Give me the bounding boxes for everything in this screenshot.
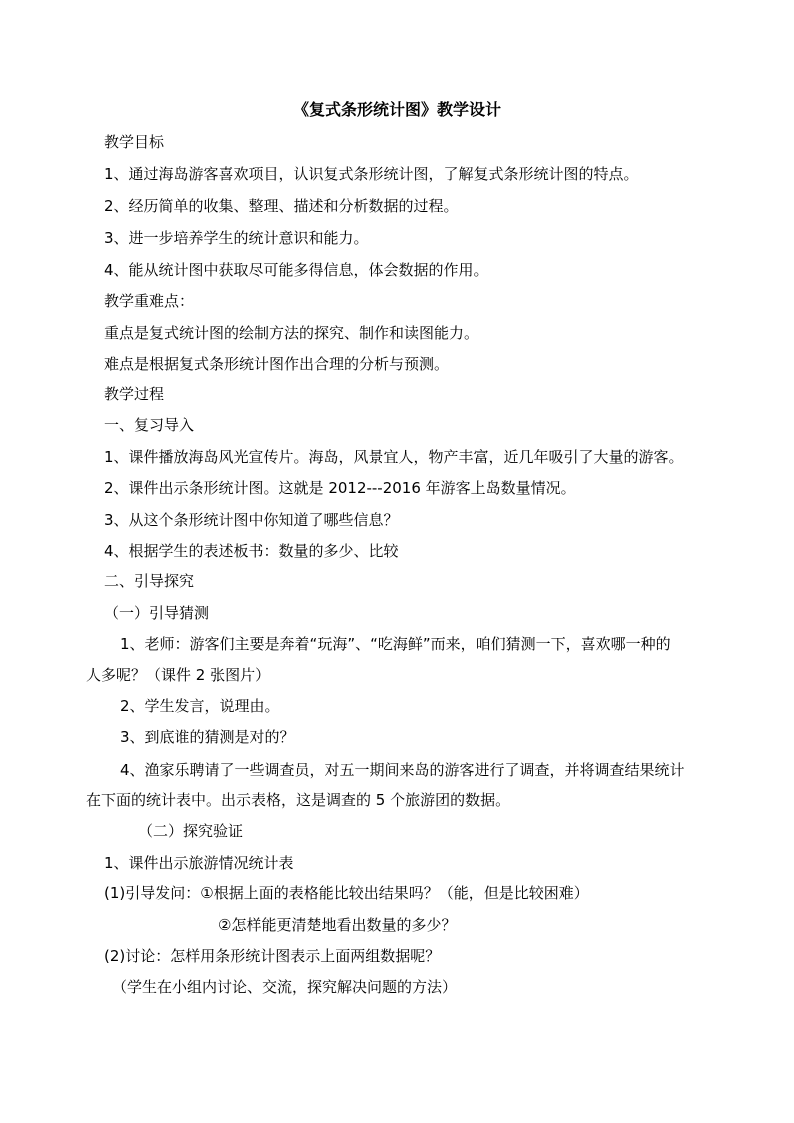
goal-item-2: 2、经历简单的收集、整理、描述和分析数据的过程。 <box>104 197 459 215</box>
heading-teaching-process: 教学过程 <box>104 385 165 403</box>
difficult-point: 难点是根据复式条形统计图作出合理的分析与预测。 <box>104 355 450 373</box>
verify-discussion: (2)讨论：怎样用条形统计图表示上面两组数据呢？ <box>104 947 441 965</box>
guess-step-1: 1、老师：游客们主要是奔着“玩海”、“吃海鲜”而来，咱们猜测一下，喜欢哪一种的 <box>120 635 671 653</box>
review-step-1: 1、课件播放海岛风光宣传片。海岛，风景宜人，物产丰富，近几年吸引了大量的游客。 <box>104 448 684 466</box>
verify-question-1b: ②怎样能更清楚地看出数量的多少？ <box>218 916 457 934</box>
guess-step-2: 2、学生发言，说理由。 <box>120 697 280 715</box>
review-step-4: 4、根据学生的表述板书：数量的多少、比较 <box>104 542 399 560</box>
guess-step-4-continued: 在下面的统计表中。出示表格，这是调查的 5 个旅游团的数据。 <box>86 791 511 809</box>
verify-discussion-note: （学生在小组内讨论、交流，探究解决问题的方法） <box>112 978 458 996</box>
subsection-guess: （一）引导猜测 <box>104 604 210 622</box>
goal-item-3: 3、进一步培养学生的统计意识和能力。 <box>104 229 369 247</box>
review-step-2: 2、课件出示条形统计图。这就是 2012---2016 年游客上岛数量情况。 <box>104 479 576 497</box>
section-explore: 二、引导探究 <box>104 572 195 590</box>
heading-key-difficult-points: 教学重难点： <box>104 292 195 310</box>
guess-step-3: 3、到底谁的猜测是对的？ <box>120 728 295 746</box>
guess-step-1-continued: 人多呢？（课件 2 张图片） <box>86 666 271 684</box>
subsection-verify: （二）探究验证 <box>138 822 244 840</box>
goal-item-4: 4、能从统计图中获取尽可能多得信息，体会数据的作用。 <box>104 261 489 279</box>
heading-teaching-goals: 教学目标 <box>104 133 165 151</box>
verify-step-1: 1、课件出示旅游情况统计表 <box>104 854 294 872</box>
guess-step-4: 4、渔家乐聘请了一些调查员，对五一期间来岛的游客进行了调查，并将调查结果统计 <box>120 761 685 779</box>
review-step-3: 3、从这个条形统计图中你知道了哪些信息？ <box>104 511 399 529</box>
goal-item-1: 1、通过海岛游客喜欢项目，认识复式条形统计图，了解复式条形统计图的特点。 <box>104 165 639 183</box>
document-title: 《复式条形统计图》教学设计 <box>292 100 501 119</box>
key-point: 重点是复式统计图的绘制方法的探究、制作和读图能力。 <box>104 324 480 342</box>
section-review: 一、复习导入 <box>104 416 195 434</box>
verify-question-1: (1)引导发问：①根据上面的表格能比较出结果吗？（能，但是比较困难） <box>104 884 589 902</box>
